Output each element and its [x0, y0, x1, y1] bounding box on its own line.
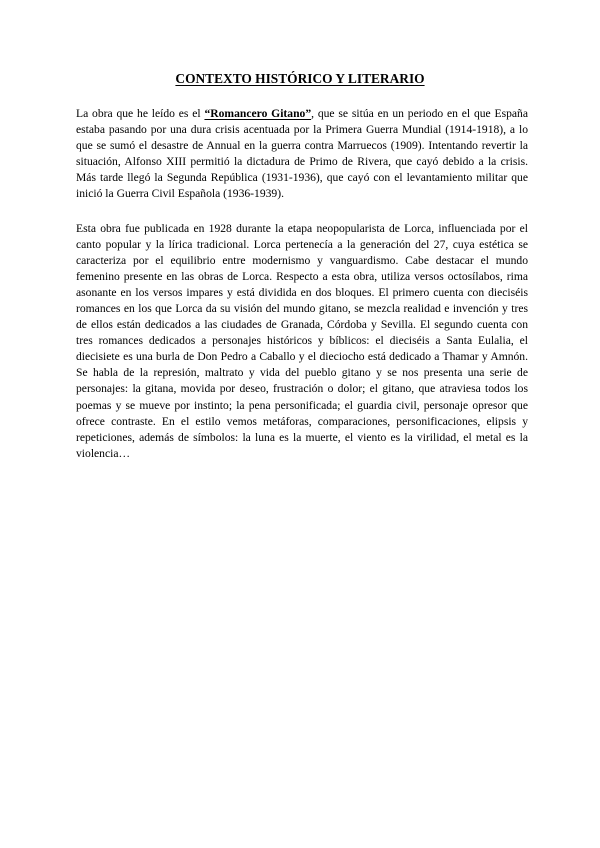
paragraph-historical-context: [76, 106, 528, 202]
document-title: [0, 71, 600, 87]
document-title-text: CONTEXTO HISTÓRICO Y LITERARIO: [175, 71, 425, 86]
paragraph-1-intro: La obra que he leído es el: [76, 107, 205, 120]
paragraph-1-body: , que se sitúa en un periodo en el que España estaba pasando por una dura crisis acentuada por la Primera Guerra Mundial (1914-1918), a lo que se sumó el desastre de Annual en la guerra contra Marruecos (1909). Intentando revertir la situación, Alfonso XIII permitió la dictadura de Primo de Rivera, que cayó debido a la crisis. Más tarde llegó la Segunda República (1931-1936), que cayó con el levantamiento militar que inició la Guerra Civil Española (1936-1939).: [76, 107, 528, 201]
paragraph-literary-context: Esta obra fue publicada en 1928 durante la etapa neopopularista de Lorca, influenciada por el canto popular y la lírica tradicional. Lorca pertenecía a la generación del 27, cuya estética se caracteriza por el equilibrio entre modernismo y vanguardismo. Cabe destacar el mundo femenino presente en las obras de Lorca. Respecto a esta obra, utiliza versos octosílabos, rima asonante en los versos impares y está dividida en dos bloques. El primero cuenta con dieciséis romances en los que Lorca da su visión del mundo gitano, se mezcla realidad e invención y tres de ellos están dedicados a las ciudades de Granada, Córdoba y Sevilla. El segundo cuenta con tres romances dedicados a personajes históricos y bíblicos: el dieciséis a Santa Eulalia, el diecisiete es una burla de Don Pedro a Caballo y el dieciocho está dedicado a Thamar y Amnón. Se habla de la represión, maltrato y vida del pueblo gitano y se nos presenta una serie de personajes: la gitana, movida por deseo, frustración o dolor; el gitano, que atraviesa todos los poemas y se mueve por instinto; la pena personificada; el guardia civil, personaje opresor que ofrece contraste. En el estilo vemos metáforas, comparaciones, personificaciones, elipsis y repeticiones, además de símbolos: la luna es la muerte, el viento es la virilidad, el metal es la violencia…: [76, 222, 528, 460]
book-title-highlight: “Romancero Gitano”: [204, 107, 312, 120]
